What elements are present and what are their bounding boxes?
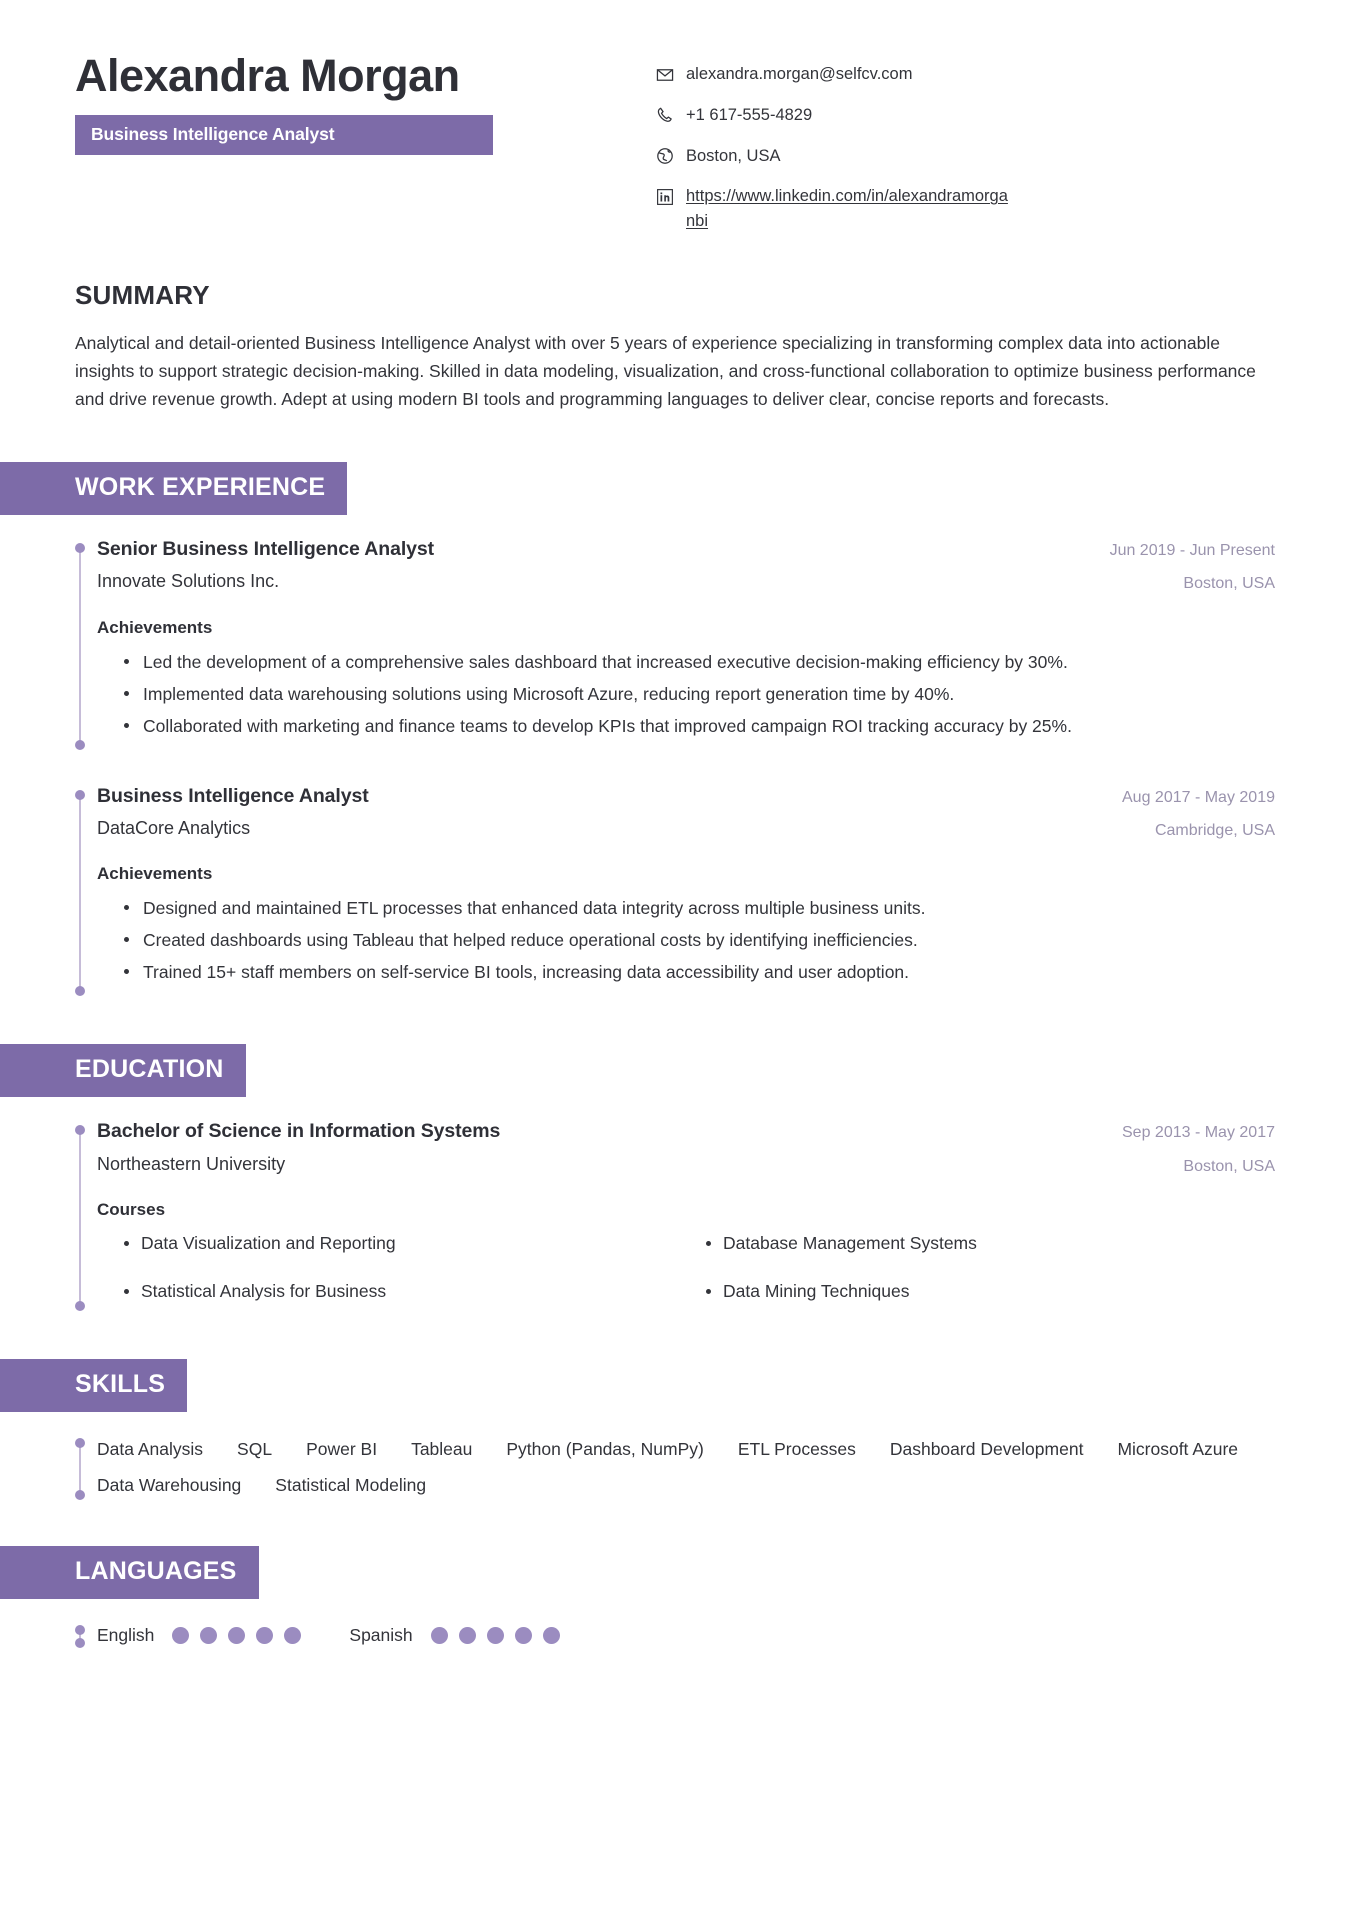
skill-item: Data Analysis — [97, 1438, 204, 1459]
education-degree: Bachelor of Science in Information Systems — [97, 1120, 501, 1143]
timeline-dot-start — [75, 543, 85, 553]
timeline-line — [79, 545, 81, 746]
linkedin-icon — [655, 187, 674, 206]
achievement-item: Designed and maintained ETL processes that enhanced data integrity across multiple business units. — [141, 894, 1275, 922]
work-entry-header — [97, 537, 1275, 596]
rating-dot — [431, 1627, 448, 1644]
course-item: Statistical Analysis for Business — [141, 1278, 693, 1304]
work-entry-header — [97, 784, 1275, 843]
education-entry — [75, 1119, 1275, 1310]
education-entry-meta — [1122, 1119, 1275, 1178]
achievement-item: Created dashboards using Tableau that helped reduce operational costs by identifying inefficiencies. — [141, 926, 1275, 954]
contact-list — [655, 52, 1288, 234]
education-entries — [0, 1119, 1350, 1310]
skill-item: SQL — [237, 1438, 273, 1459]
achievement-item: Led the development of a comprehensive sales dashboard that increased executive decision-making efficiency by 30%. — [141, 648, 1275, 676]
language-name: English — [97, 1625, 155, 1646]
course-item: Database Management Systems — [723, 1230, 1275, 1256]
timeline-dot-start — [75, 1125, 85, 1135]
work-entry-location: Boston, USA — [1183, 575, 1275, 593]
education-location: Boston, USA — [1183, 1157, 1275, 1175]
contact-phone-text: +1 617-555-4829 — [686, 105, 813, 124]
skill-item: ETL Processes — [737, 1438, 856, 1459]
timeline-line — [79, 1440, 81, 1497]
skill-item: Data Warehousing — [97, 1474, 242, 1495]
work-entry-location: Cambridge, USA — [1154, 821, 1275, 839]
contact-item-location — [655, 144, 1288, 169]
skills-list — [97, 1436, 1275, 1499]
work-entry-achievements-label: Achievements — [97, 617, 213, 637]
skill-item: Dashboard Development — [889, 1438, 1084, 1459]
work-entry-meta — [1122, 784, 1275, 843]
rating-dot — [487, 1627, 504, 1644]
timeline-dot-end — [75, 1301, 85, 1311]
work-entry — [75, 784, 1275, 997]
resume-header — [0, 0, 1350, 234]
contact-item-phone — [655, 103, 1288, 128]
education-institution: Northeastern University — [97, 1153, 286, 1174]
work-entry-date: Aug 2017 - May 2019 — [1122, 788, 1275, 806]
timeline-dot-start — [75, 790, 85, 800]
work-entry-achievements-label: Achievements — [97, 864, 213, 884]
rating-dot — [172, 1627, 189, 1644]
envelope-icon — [655, 65, 674, 84]
education-courses-label: Courses — [97, 1200, 166, 1220]
language-item — [349, 1625, 559, 1646]
education-entry-main — [97, 1119, 1098, 1176]
rating-dot — [200, 1627, 217, 1644]
language-rating — [431, 1627, 560, 1644]
work-entry-main — [97, 784, 1098, 841]
rating-dot — [228, 1627, 245, 1644]
language-item — [97, 1625, 301, 1646]
rating-dot — [543, 1627, 560, 1644]
languages-body — [75, 1625, 1275, 1646]
work-entry-achievements-list — [97, 648, 1275, 740]
language-name: Spanish — [349, 1625, 413, 1646]
achievement-item: Implemented data warehousing solutions using Microsoft Azure, reducing report generation time by 40%. — [141, 680, 1275, 708]
skill-item: Tableau — [411, 1438, 473, 1459]
rating-dot — [284, 1627, 301, 1644]
timeline-dot-end — [75, 1638, 85, 1648]
education-section — [0, 1044, 1350, 1310]
work-entry-title: Senior Business Intelligence Analyst — [97, 537, 435, 560]
education-heading: EDUCATION — [0, 1044, 246, 1097]
timeline-dot-end — [75, 986, 85, 996]
work-experience-section — [0, 462, 1350, 997]
languages-list — [97, 1625, 1275, 1646]
timeline-dot-start — [75, 1438, 85, 1448]
work-experience-entries — [0, 537, 1350, 997]
language-rating — [172, 1627, 301, 1644]
languages-section — [0, 1546, 1350, 1646]
contact-item-linkedin[interactable] — [655, 184, 1288, 234]
course-item: Data Mining Techniques — [723, 1278, 1275, 1304]
course-item: Data Visualization and Reporting — [141, 1230, 693, 1256]
work-entry-organization: Innovate Solutions Inc. — [97, 571, 280, 592]
contact-email-text: alexandra.morgan@selfcv.com — [686, 65, 913, 83]
work-entry-main — [97, 537, 1086, 594]
contact-linkedin-text[interactable]: https://www.linkedin.com/in/alexandramorganbi — [686, 187, 1008, 230]
skill-item: Microsoft Azure — [1117, 1438, 1239, 1459]
skills-section — [0, 1359, 1350, 1499]
timeline-dot-end — [75, 1490, 85, 1500]
header-identity — [75, 52, 635, 155]
work-entry-date: Jun 2019 - Jun Present — [1109, 541, 1275, 559]
education-entry-header — [97, 1119, 1275, 1178]
work-entry-organization: DataCore Analytics — [97, 817, 251, 838]
timeline-line — [79, 1127, 81, 1306]
achievement-item: Trained 15+ staff members on self-service BI tools, increasing data accessibility and user adoption. — [141, 958, 1275, 986]
rating-dot — [459, 1627, 476, 1644]
work-entry-meta — [1110, 537, 1275, 596]
education-date: Sep 2013 - May 2017 — [1122, 1124, 1275, 1142]
contact-location-text: Boston, USA — [686, 146, 781, 165]
summary-heading: SUMMARY — [75, 279, 210, 310]
candidate-job-title: Business Intelligence Analyst — [75, 115, 493, 155]
work-experience-heading: WORK EXPERIENCE — [0, 462, 347, 515]
skill-item: Python (Pandas, NumPy) — [506, 1438, 704, 1459]
phone-icon — [655, 106, 674, 125]
rating-dot — [515, 1627, 532, 1644]
work-entry-title: Business Intelligence Analyst — [97, 784, 369, 807]
timeline-dot-start — [75, 1625, 85, 1635]
summary-section — [0, 234, 1350, 414]
rating-dot — [256, 1627, 273, 1644]
education-courses-list — [97, 1230, 1275, 1305]
timeline-line — [79, 792, 81, 993]
skill-item: Power BI — [306, 1438, 378, 1459]
globe-icon — [655, 147, 674, 166]
candidate-name: Alexandra Morgan — [75, 50, 460, 101]
timeline-dot-end — [75, 740, 85, 750]
skills-heading: SKILLS — [0, 1359, 187, 1412]
contact-item-email — [655, 62, 1288, 87]
summary-text: Analytical and detail-oriented Business Intelligence Analyst with over 5 years of experience specializing in transforming complex data into actionable insights to support strategic decision-making. Skilled in data modeling, visualization, and cross-functional collaboration to optimize business performance and drive revenue growth. Adept at using modern BI tools and programming languages to deliver clear, concise reports and forecasts. — [75, 332, 1256, 410]
languages-heading: LANGUAGES — [0, 1546, 259, 1599]
work-entry — [75, 537, 1275, 750]
skills-body — [75, 1436, 1275, 1499]
achievement-item: Collaborated with marketing and finance teams to develop KPIs that improved campaign ROI tracking accuracy by 25%. — [141, 712, 1275, 740]
work-entry-achievements-list — [97, 894, 1275, 986]
skill-item: Statistical Modeling — [275, 1474, 427, 1495]
